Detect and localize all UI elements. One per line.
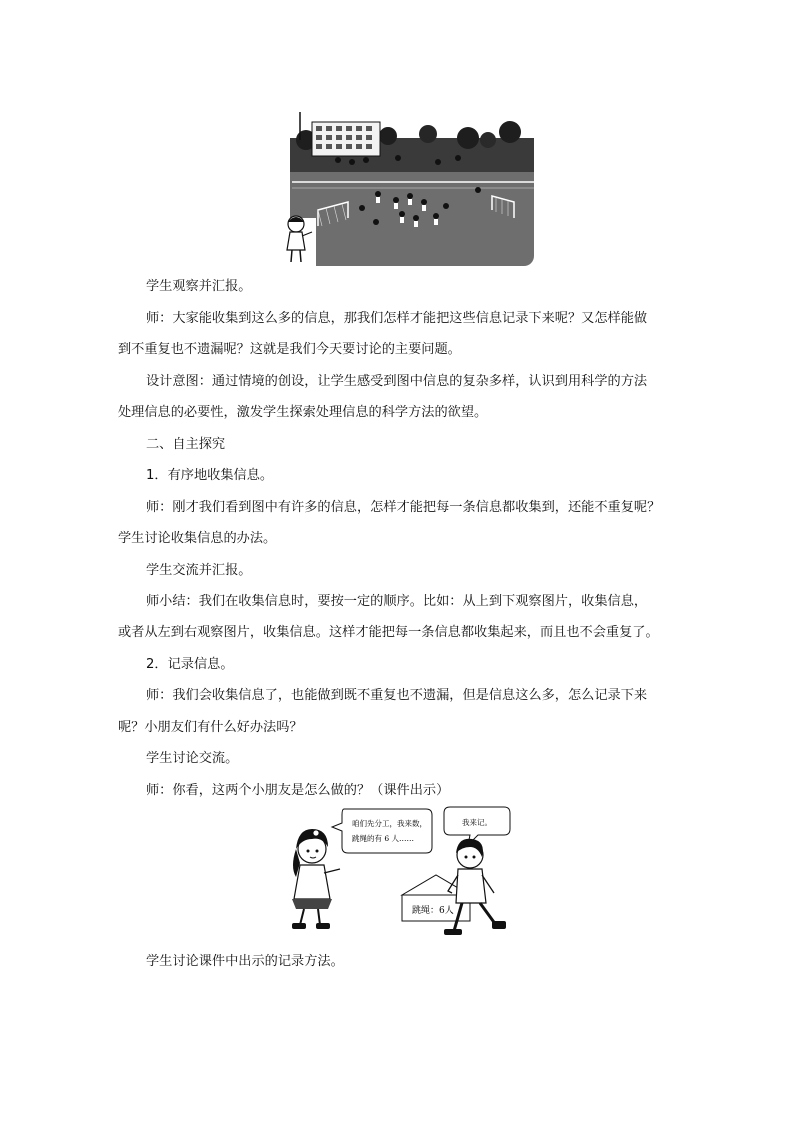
- paragraph: 学生讨论收集信息的办法。: [118, 531, 277, 546]
- section-heading: 二、自主探究: [146, 437, 226, 452]
- paragraph: 学生讨论交流。: [146, 751, 239, 766]
- paragraph: 师：我们会收集信息了，也能做到既不重复也不遗漏，但是信息这么多，怎么记录下来: [146, 688, 648, 703]
- paragraph: 学生交流并汇报。: [146, 563, 252, 578]
- girl-speech-line-2: 跳绳的有 6 人……: [352, 834, 415, 843]
- paragraph: 处理信息的必要性，激发学生探索处理信息的科学方法的欲望。: [118, 405, 488, 420]
- paragraph: 学生讨论课件中出示的记录方法。: [146, 954, 344, 969]
- subsection-heading: 1．有序地收集信息。: [146, 468, 274, 483]
- subsection-heading: 2．记录信息。: [146, 657, 234, 672]
- playground-scene-illustration: [278, 110, 534, 266]
- two-children-illustration: [282, 803, 530, 943]
- paragraph: 学生观察并汇报。: [146, 279, 252, 294]
- boy-speech: 我来记。: [462, 818, 492, 827]
- paragraph: 师：大家能收集到这么多的信息，那我们怎样才能把这些信息记录下来呢？又怎样能做: [146, 311, 648, 326]
- paragraph: 呢？小朋友们有什么好办法吗？: [118, 720, 303, 735]
- board-text: 跳绳：6人: [412, 906, 454, 916]
- paragraph: 师小结：我们在收集信息时，要按一定的顺序。比如：从上到下观察图片，收集信息，: [146, 594, 648, 609]
- paragraph: 或者从左到右观察图片，收集信息。这样才能把每一条信息都收集起来，而且也不会重复了。: [118, 625, 659, 640]
- paragraph: 设计意图：通过情境的创设，让学生感受到图中信息的复杂多样，认识到用科学的方法: [146, 374, 648, 389]
- paragraph: 师：刚才我们看到图中有许多的信息，怎样才能把每一条信息都收集到，还能不重复呢？: [146, 500, 661, 515]
- girl-speech-line-1: 咱们先分工，我来数，: [352, 819, 427, 828]
- paragraph: 师：你看，这两个小朋友是怎么做的？（课件出示）: [146, 783, 450, 798]
- paragraph: 到不重复也不遗漏呢？这就是我们今天要讨论的主要问题。: [118, 342, 461, 357]
